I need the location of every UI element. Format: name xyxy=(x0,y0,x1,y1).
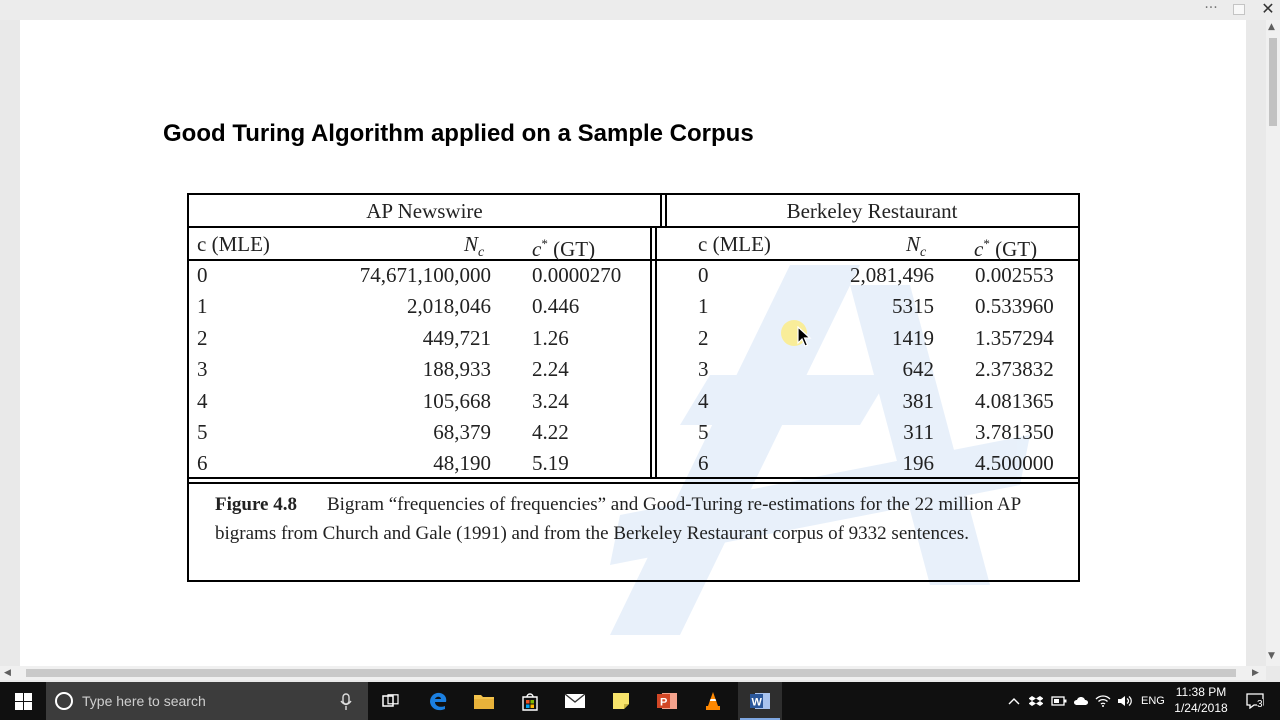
berkeley-cstar-1: 0.533960 xyxy=(975,294,1054,318)
group-divider-top-left xyxy=(660,195,662,227)
ap-cstar-3: 2.24 xyxy=(532,357,569,381)
nc-symbol: N xyxy=(906,232,921,256)
mouse-pointer-icon xyxy=(797,326,813,348)
restore-icon[interactable] xyxy=(1233,4,1245,15)
cstar-suffix: (GT) xyxy=(553,237,596,261)
folder-icon xyxy=(473,692,495,710)
berkeley-cstar-5: 3.781350 xyxy=(975,420,1054,444)
wifi-icon xyxy=(1095,695,1111,707)
caption-text: Bigram “frequencies of frequencies” and Good-Turing re-estimations for the 22 million AP bigrams from Church and Gale (1991) and from the Berkeley Restaurant corpus of 9332 sentences. xyxy=(215,494,1021,544)
ap-c-0: 0 xyxy=(197,263,208,287)
figure-table xyxy=(187,193,1080,582)
powerpoint-button[interactable] xyxy=(645,682,689,720)
col-header-c-mle-berkeley: c (MLE) xyxy=(698,232,771,256)
cstar-superscript: * xyxy=(983,236,990,251)
store-bag-icon xyxy=(520,691,540,711)
header-rule xyxy=(189,226,1078,228)
clock-time: 11:38 PM xyxy=(1175,685,1227,699)
taskbar xyxy=(0,682,1280,720)
clock-date: 1/24/2018 xyxy=(1174,701,1228,715)
nc-symbol: N xyxy=(464,232,479,256)
berkeley-c-2: 2 xyxy=(698,326,709,350)
ap-c-4: 4 xyxy=(197,389,208,413)
mail-button[interactable] xyxy=(553,682,597,720)
berkeley-cstar-0: 0.002553 xyxy=(975,263,1054,287)
col-header-cstar-berkeley xyxy=(974,228,1037,260)
berkeley-cstar-4: 4.081365 xyxy=(975,389,1054,413)
col-header-nc-berkeley xyxy=(906,228,926,260)
scroll-right-icon[interactable]: ▶ xyxy=(1252,668,1259,678)
taskbar-search-box[interactable] xyxy=(46,682,368,720)
berkeley-nc-6: 196 xyxy=(902,451,934,475)
cstar-suffix: (GT) xyxy=(995,237,1038,261)
powerpoint-icon xyxy=(656,691,678,711)
show-hidden-icons-button[interactable] xyxy=(1004,682,1024,720)
edge-icon xyxy=(428,691,448,711)
speaker-icon xyxy=(1117,695,1133,707)
slide-title: Good Turing Algorithm applied on a Sample Corpus xyxy=(163,120,754,147)
ap-cstar-6: 5.19 xyxy=(532,451,569,475)
language-indicator[interactable]: ENG xyxy=(1141,695,1165,707)
edge-button[interactable] xyxy=(416,682,460,720)
nc-subscript: c xyxy=(478,245,485,261)
cstar-symbol: c xyxy=(974,237,984,261)
berkeley-cstar-2: 1.357294 xyxy=(975,326,1054,350)
berkeley-cstar-6: 4.500000 xyxy=(975,451,1054,475)
berkeley-c-6: 6 xyxy=(698,451,709,475)
sticky-note-icon xyxy=(612,692,630,710)
berkeley-c-0: 0 xyxy=(698,263,709,287)
group-divider-right xyxy=(655,227,657,478)
berkeley-c-5: 5 xyxy=(698,420,709,444)
col-header-cstar-ap xyxy=(532,228,595,260)
notification-count: 3 xyxy=(1257,699,1263,710)
ap-c-6: 6 xyxy=(197,451,208,475)
ap-nc-3: 188,933 xyxy=(422,357,491,381)
ap-c-1: 1 xyxy=(197,294,208,318)
store-button[interactable] xyxy=(508,682,552,720)
figure-caption xyxy=(215,491,1055,548)
ap-c-2: 2 xyxy=(197,326,208,350)
ap-nc-4: 105,668 xyxy=(422,389,491,413)
col-header-c-mle-ap: c (MLE) xyxy=(197,232,270,256)
network-tray-button[interactable] xyxy=(1093,682,1113,720)
berkeley-cstar-3: 2.373832 xyxy=(975,357,1054,381)
scroll-down-icon[interactable]: ▼ xyxy=(1268,651,1275,661)
task-view-button[interactable] xyxy=(370,682,412,720)
battery-icon xyxy=(1051,696,1067,706)
dropbox-tray-button[interactable] xyxy=(1026,682,1046,720)
berkeley-nc-0: 2,081,496 xyxy=(850,263,934,287)
cortana-icon xyxy=(55,692,73,710)
cstar-superscript: * xyxy=(541,236,548,251)
cloud-icon xyxy=(1073,696,1089,706)
windows-logo-icon xyxy=(15,693,32,710)
close-icon[interactable]: ✕ xyxy=(1261,0,1275,18)
window-title-bar xyxy=(0,0,1280,20)
berkeley-nc-1: 5315 xyxy=(892,294,934,318)
ap-c-5: 5 xyxy=(197,420,208,444)
berkeley-nc-4: 381 xyxy=(902,389,934,413)
svg-text:W: W xyxy=(751,696,762,709)
chevron-up-icon xyxy=(1008,697,1020,705)
horizontal-scroll-thumb[interactable] xyxy=(26,669,1236,677)
word-icon xyxy=(749,691,771,711)
ap-nc-6: 48,190 xyxy=(433,451,491,475)
clock[interactable] xyxy=(1166,684,1236,716)
ap-cstar-4: 3.24 xyxy=(532,389,569,413)
ap-cstar-5: 4.22 xyxy=(532,420,569,444)
col-header-nc-ap xyxy=(464,228,484,260)
start-button[interactable] xyxy=(0,682,46,720)
ap-nc-5: 68,379 xyxy=(433,420,491,444)
word-button[interactable] xyxy=(738,682,782,720)
battery-tray-button[interactable] xyxy=(1048,682,1070,720)
berkeley-c-4: 4 xyxy=(698,389,709,413)
group-header-ap-newswire: AP Newswire xyxy=(366,199,483,223)
onedrive-tray-button[interactable] xyxy=(1071,682,1091,720)
volume-tray-button[interactable] xyxy=(1115,682,1135,720)
vlc-cone-icon xyxy=(704,691,722,711)
caption-top-rule xyxy=(189,482,1078,484)
group-divider-left xyxy=(650,227,652,478)
ap-nc-1: 2,018,046 xyxy=(407,294,491,318)
group-divider-top-right xyxy=(665,195,667,227)
vertical-scroll-thumb[interactable] xyxy=(1269,38,1277,126)
group-header-berkeley-restaurant: Berkeley Restaurant xyxy=(786,199,958,223)
nc-subscript: c xyxy=(920,245,927,261)
scroll-left-icon[interactable]: ◀ xyxy=(4,668,11,678)
mail-icon xyxy=(564,693,586,709)
ap-c-3: 3 xyxy=(197,357,208,381)
scroll-up-icon[interactable]: ▲ xyxy=(1268,22,1275,32)
berkeley-c-3: 3 xyxy=(698,357,709,381)
ap-cstar-0: 0.0000270 xyxy=(532,263,622,287)
microphone-icon[interactable] xyxy=(339,693,353,711)
slide-page xyxy=(20,20,1246,666)
berkeley-nc-2: 1419 xyxy=(892,326,934,350)
caption-label: Figure 4.8 xyxy=(215,494,297,515)
berkeley-nc-5: 311 xyxy=(903,420,934,444)
vlc-button[interactable] xyxy=(691,682,735,720)
svg-text:P: P xyxy=(660,696,668,709)
search-placeholder: Type here to search xyxy=(82,693,206,709)
ap-nc-0: 74,671,100,000 xyxy=(359,263,491,287)
more-options-icon[interactable]: ··· xyxy=(1204,0,1218,16)
action-center-button[interactable] xyxy=(1238,682,1272,720)
dropbox-icon xyxy=(1029,695,1043,707)
berkeley-c-1: 1 xyxy=(698,294,709,318)
cstar-symbol: c xyxy=(532,237,542,261)
file-explorer-button[interactable] xyxy=(462,682,506,720)
berkeley-nc-3: 642 xyxy=(902,357,934,381)
ap-nc-2: 449,721 xyxy=(422,326,491,350)
ap-cstar-1: 0.446 xyxy=(532,294,580,318)
task-view-icon xyxy=(382,694,400,708)
sticky-notes-button[interactable] xyxy=(599,682,643,720)
ap-cstar-2: 1.26 xyxy=(532,326,569,350)
